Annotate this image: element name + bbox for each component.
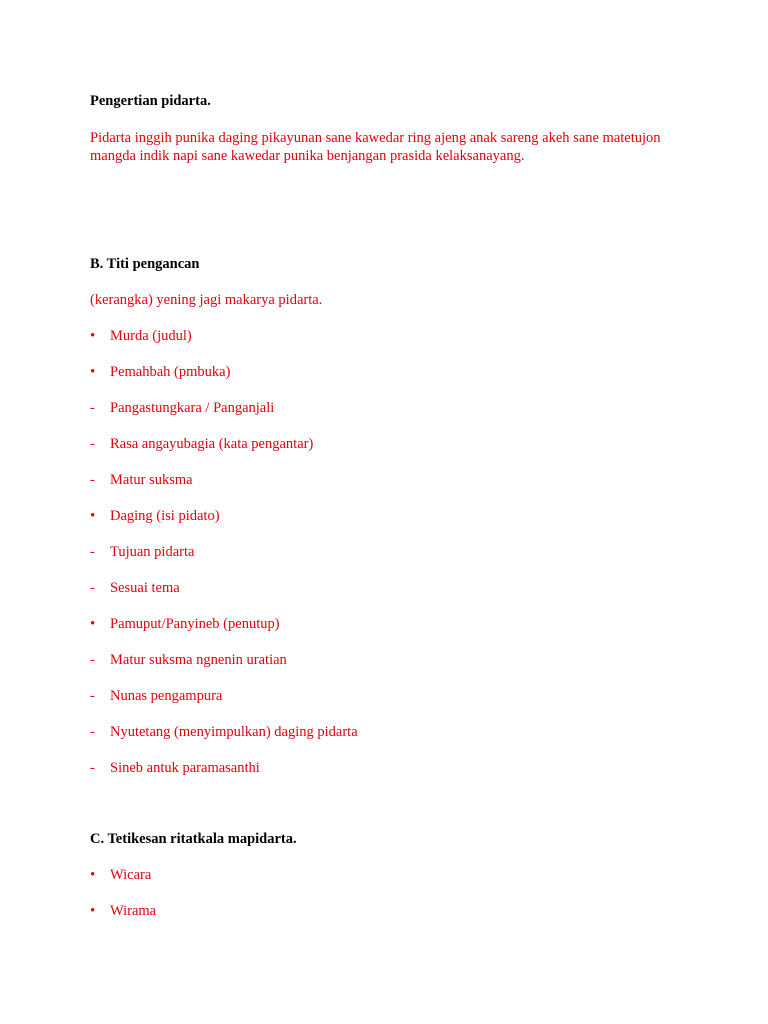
bullet-marker: •	[90, 867, 96, 883]
list-item-text: Matur suksma	[110, 472, 193, 488]
list-item	[90, 866, 151, 884]
list-item	[90, 327, 192, 345]
list-item-text: Pemahbah (pmbuka)	[110, 364, 231, 380]
list-item-text: Nyutetang (menyimpulkan) daging pidarta	[110, 724, 358, 740]
list-item	[90, 579, 180, 597]
list-item	[90, 759, 260, 777]
list-item-text: Daging (isi pidato)	[110, 508, 220, 524]
list-item	[90, 507, 220, 525]
section-c-title: C. Tetikesan ritatkala mapidarta.	[90, 831, 297, 847]
list-item-text: Matur suksma ngnenin uratian	[110, 652, 287, 668]
list-item-text: Sineb antuk paramasanthi	[110, 760, 260, 776]
dash-marker: -	[90, 472, 95, 488]
list-item-text: Wirama	[110, 903, 157, 919]
list-item	[90, 723, 358, 741]
bullet-marker: •	[90, 616, 96, 632]
bullet-marker: •	[90, 903, 96, 919]
list-item	[90, 687, 222, 705]
bullet-marker: •	[90, 508, 96, 524]
list-item-text: Pangastungkara / Panganjali	[110, 400, 275, 416]
section-b-title: B. Titi pengancan	[90, 256, 200, 272]
section-a-body: Pidarta inggih punika daging pikayunan sane kawedar ring ajeng anak sareng akeh sane matetujon mangda indik napi sane kawedar punika benjangan prasida kelaksanayang.	[90, 130, 661, 164]
list-item-text: Rasa angayubagia (kata pengantar)	[110, 436, 314, 452]
dash-marker: -	[90, 436, 95, 452]
list-item	[90, 471, 193, 489]
list-item	[90, 363, 230, 381]
list-item-text: Murda (judul)	[110, 328, 192, 344]
bullet-marker: •	[90, 328, 96, 344]
dash-marker: -	[90, 724, 95, 740]
list-item	[90, 543, 194, 561]
dash-marker: -	[90, 688, 95, 704]
list-item-text: Pamuput/Panyineb (penutup)	[110, 616, 280, 632]
section-a-title: Pengertian pidarta.	[90, 93, 211, 109]
section-b-intro: (kerangka) yening jagi makarya pidarta.	[90, 292, 323, 308]
list-item-text: Tujuan pidarta	[110, 544, 195, 560]
list-item-text: Nunas pengampura	[110, 688, 223, 704]
list-item-text: Wicara	[110, 867, 152, 883]
list-item	[90, 902, 156, 920]
dash-marker: -	[90, 652, 95, 668]
dash-marker: -	[90, 580, 95, 596]
list-item	[90, 651, 287, 669]
list-item-text: Sesuai tema	[110, 580, 180, 596]
list-item	[90, 435, 313, 453]
dash-marker: -	[90, 544, 95, 560]
list-item	[90, 399, 274, 417]
list-item	[90, 615, 280, 633]
dash-marker: -	[90, 400, 95, 416]
bullet-marker: •	[90, 364, 96, 380]
dash-marker: -	[90, 760, 95, 776]
